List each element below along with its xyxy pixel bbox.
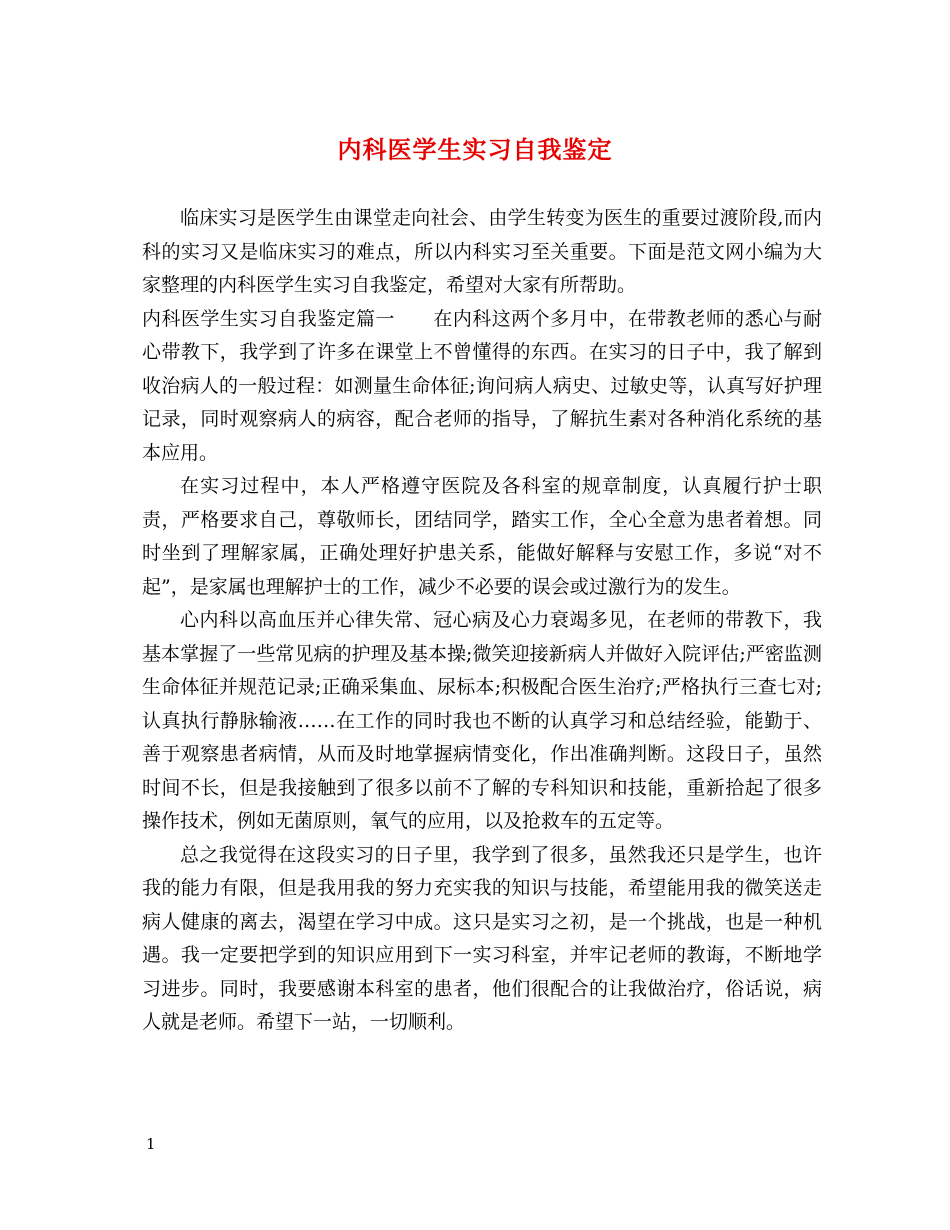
body-paragraph: 心内科以高血压并心律失常、冠心病及心力衰竭多见，在老师的带教下，我基本掌握了一些常见病的护理及基本操;微笑迎接新病人并做好入院评估;严密监测生命体征并规范记录;正确采集血、尿标本;积极配合医生治疗;严格执行三查七对;认真执行静脉输液……在工作的同时我也不断的认真学习和总结经验，能勤于、善于观察患者病情，从而及时地掌握病情变化，作出准确判断。这段日子，虽然时间不长，但是我接触到了很多以前不了解的专科知识和技能，重新拾起了很多操作技术，例如无菌原则，氧气的应用，以及抢救车的五定等。 [142, 609, 822, 832]
body-paragraph: 总之我觉得在这段实习的日子里，我学到了很多，虽然我还只是学生，也许我的能力有限，但是我用我的努力充实我的知识与技能，希望能用我的微笑送走病人健康的离去，渴望在学习中成。这只是实习之初，是一个挑战，也是一种机遇。我一定要把学到的知识应用到下一实习科室，并牢记老师的教诲，不断地学习进步。同时，我要感谢本科室的患者，他们很配合的让我做治疗，俗话说，病人就是老师。希望下一站，一切顺利。 [142, 843, 822, 1033]
section-paragraph [142, 303, 822, 471]
page-number: 1 [146, 1135, 156, 1153]
section-heading: 内科医学生实习自我鉴定篇一 [142, 307, 395, 330]
document-title: 内科医学生实习自我鉴定 [337, 135, 613, 164]
body-paragraph: 在实习过程中，本人严格遵守医院及各科室的规章制度，认真履行护士职责，严格要求自己，尊敬师长，团结同学，踏实工作，全心全意为患者着想。同时坐到了理解家属，正确处理好护患关系，能做好解释与安慰工作，多说“对不起”，是家属也理解护士的工作，减少不必要的误会或过激行为的发生。 [142, 475, 822, 598]
intro-paragraph: 临床实习是医学生由课堂走向社会、由学生转变为医生的重要过渡阶段,而内科的实习又是临床实习的难点，所以内科实习至关重要。下面是范文网小编为大家整理的内科医学生实习自我鉴定，希望对大家有所帮助。 [142, 207, 822, 296]
section-first-paragraph: 在内科这两个多月中，在带教老师的悉心与耐心带教下，我学到了许多在课堂上不曾懂得的东西。在实习的日子中，我了解到收治病人的一般过程：如测量生命体征;询问病人病史、过敏史等，认真写好护理记录，同时观察病人的病容，配合老师的指导，了解抗生素对各种消化系统的基本应用。 [142, 307, 822, 464]
document-body [142, 202, 822, 1040]
